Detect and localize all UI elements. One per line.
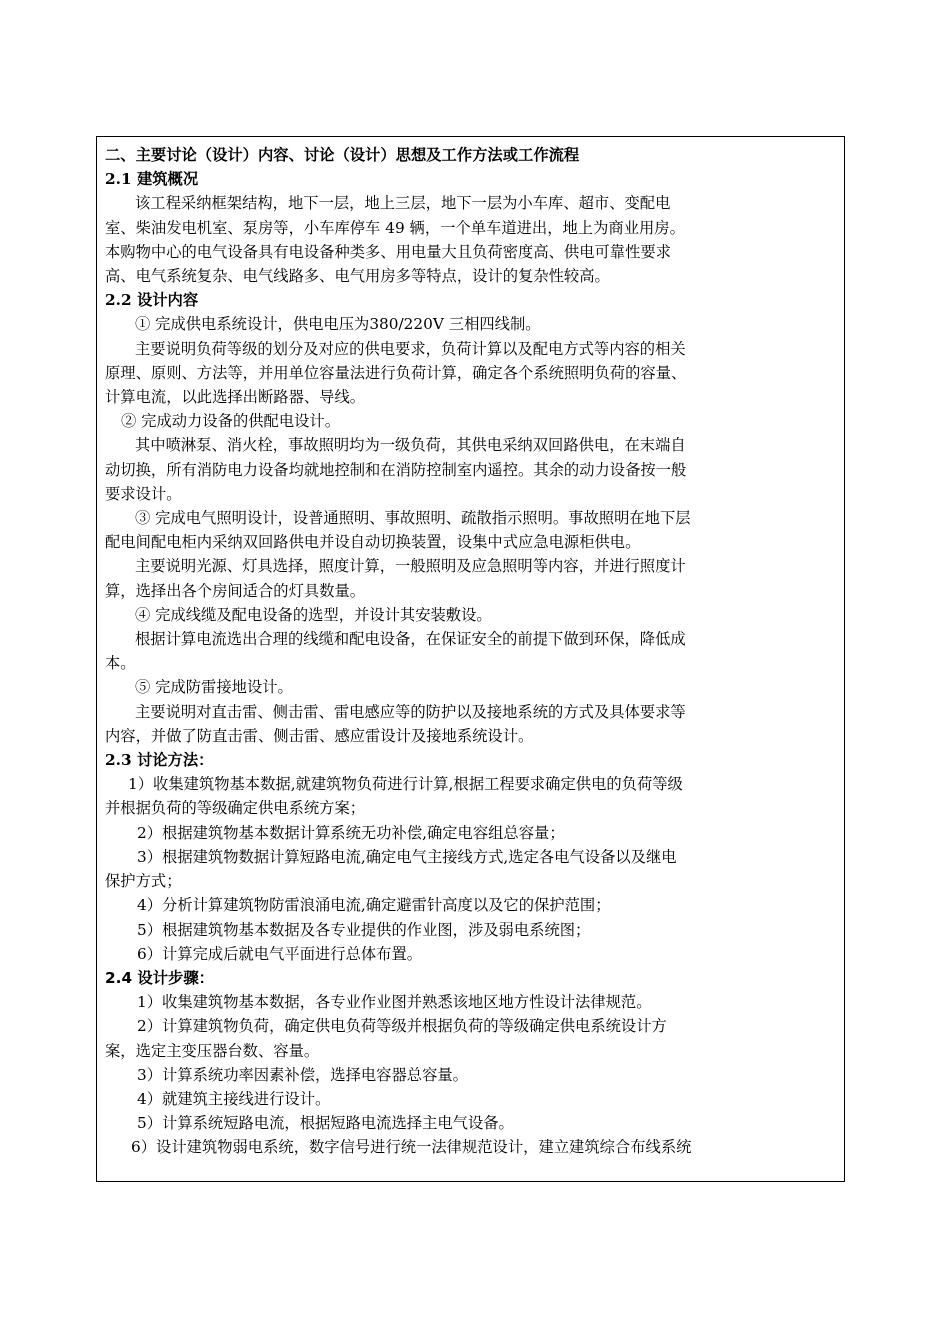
- paragraph-line: 2）根据建筑物基本数据计算系统无功补偿,确定电容组总容量；: [137, 823, 565, 842]
- heading-2-4: [105, 966, 836, 990]
- paragraph-line: 5）根据建筑物基本数据及各专业提供的作业图，涉及弱电系统图；: [137, 920, 591, 939]
- paragraph-line: 主要说明负荷等级的划分及对应的供电要求，负荷计算以及配电方式等内容的相关: [135, 339, 686, 358]
- paragraph-line: 根据计算电流选出合理的线缆和配电设备，在保证安全的前提下做到环保，降低成: [135, 630, 686, 649]
- section-title: 二、主要讨论（设计）内容、讨论（设计）思想及工作方法或工作流程: [105, 146, 580, 164]
- paragraph-line: 算，选择出各个房间适合的灯具数量。: [105, 581, 366, 600]
- paragraph-line: 1）收集建筑物基本数据,就建筑物负荷进行计算,根据工程要求确定供电的负荷等级: [128, 775, 683, 794]
- paragraph-line: 主要说明光源、灯具选择，照度计算，一般照明及应急照明等内容，并进行照度计: [135, 557, 686, 576]
- paragraph-line: 高、电气系统复杂、电气线路多、电气用房多等特点，设计的复杂性较高。: [105, 267, 610, 286]
- paragraph-line: ⑤ 完成防雷接地设计。: [135, 678, 293, 697]
- paragraph-line: 案，选定主变压器台数、容量。: [105, 1041, 320, 1060]
- paragraph-line: 本。: [105, 654, 136, 673]
- paragraph-line: 本购物中心的电气设备具有电设备种类多、用电量大且负荷密度高、供电可靠性要求: [105, 242, 671, 261]
- paragraph-line: 并根据负荷的等级确定供电系统方案；: [105, 799, 366, 818]
- paragraph-line: 保护方式；: [105, 872, 182, 891]
- paragraph-line: 动切换，所有消防电力设备均就地控制和在消防控制室内遥控。其余的动力设备按一般: [105, 460, 687, 479]
- heading-2-2: 2.2 设计内容: [105, 291, 199, 310]
- paragraph-line: 2）计算建筑物负荷，确定供电负荷等级并根据负荷的等级确定供电系统设计方: [137, 1017, 667, 1036]
- paragraph-line: 要求设计。: [105, 484, 182, 503]
- paragraph-line: 主要说明对直击雷、侧击雷、雷电感应等的防护以及接地系统的方式及具体要求等: [135, 702, 686, 721]
- heading-2-3: 2.3 讨论方法：: [105, 751, 214, 770]
- paragraph-line: 3）根据建筑物数据计算短路电流,确定电气主接线方式,选定各电气设备以及继电: [137, 847, 677, 866]
- paragraph-line: 4）就建筑主接线进行设计。: [137, 1089, 331, 1108]
- paragraph-line: 内容，并做了防直击雷、侧击雷、感应雷设计及接地系统设计。: [105, 726, 534, 745]
- paragraph-line: 其中喷淋泵、消火栓，事故照明均为一级负荷，其供电采纳双回路供电，在末端自: [135, 436, 686, 455]
- paragraph-line: 6）设计建筑物弱电系统，数字信号进行统一法律规范设计，建立建筑综合布线系统: [131, 1138, 692, 1157]
- paragraph-line: 原理、原则、方法等，并用单位容量法进行负荷计算，确定各个系统照明负荷的容量、: [105, 363, 687, 382]
- heading-2-4-text: 设计步骤：: [132, 968, 214, 987]
- paragraph-line: 6）计算完成后就电气平面进行总体布置。: [137, 944, 423, 963]
- paragraph-line: 配电间配电柜内采纳双回路供电并设自动切换装置，设集中式应急电源柜供电。: [105, 533, 641, 552]
- paragraph-line: 室、柴油发电机室、泵房等，小车库停车 49 辆，一个单车道进出，地上为商业用房。: [105, 218, 685, 237]
- heading-2-4-number: 2.4: [105, 968, 133, 987]
- paragraph-line: ① 完成供电系统设计，供电电压为380/220V 三相四线制。: [135, 315, 541, 334]
- paragraph-line: 1）收集建筑物基本数据，各专业作业图并熟悉该地区地方性设计法律规范。: [137, 993, 652, 1012]
- paragraph-line: ③ 完成电气照明设计，设普通照明、事故照明、疏散指示照明。事故照明在地下层: [135, 509, 691, 528]
- content-table-cell: [96, 136, 845, 1182]
- heading-2-1: 2.1 建筑概况: [105, 170, 199, 189]
- paragraph-line: 5）计算系统短路电流，根据短路电流选择主电气设备。: [137, 1114, 514, 1133]
- paragraph-line: 3）计算系统功率因素补偿，选择电容器总容量。: [137, 1065, 468, 1084]
- paragraph-line: 4）分析计算建筑物防雷浪涌电流,确定避雷针高度以及它的保护范围；: [137, 896, 611, 915]
- paragraph-line: 计算电流，以此选择出断路器、导线。: [105, 388, 366, 407]
- paragraph-line: ② 完成动力设备的供配电设计。: [121, 412, 341, 431]
- paragraph-line: 该工程采纳框架结构，地下一层，地上三层，地下一层为小车库、超市、变配电: [135, 194, 671, 213]
- paragraph-line: ④ 完成线缆及配电设备的选型，并设计其安装敷设。: [135, 605, 492, 624]
